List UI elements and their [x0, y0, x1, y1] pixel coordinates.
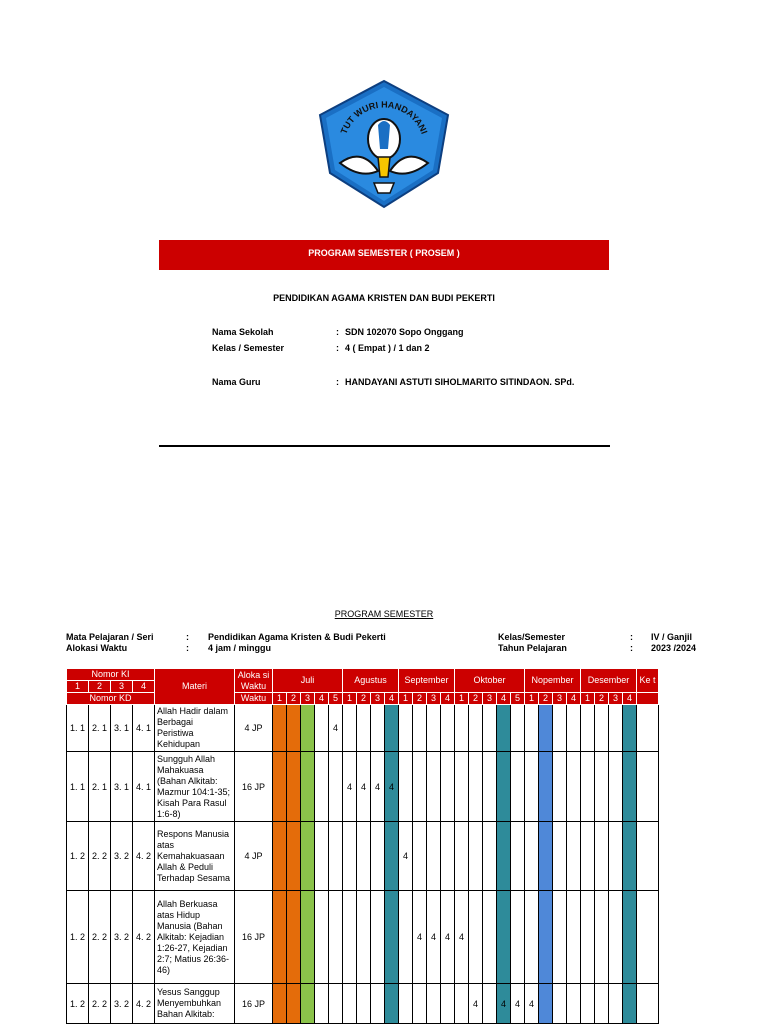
- week-cell: [525, 752, 539, 822]
- kd-number: 4. 1: [133, 752, 155, 822]
- week-cell: [497, 752, 511, 822]
- week-cell: [329, 984, 343, 1024]
- school-value: SDN 102070 Sopo Onggang: [345, 327, 464, 337]
- week-num: 4: [497, 693, 511, 705]
- week-cell: [273, 984, 287, 1024]
- alokasi-cell: 16 JP: [235, 891, 273, 984]
- kd-number: 4. 1: [133, 705, 155, 752]
- week-cell: [455, 822, 469, 891]
- header-month-juli: Juli: [273, 669, 343, 693]
- kd-number: 2. 2: [89, 984, 111, 1024]
- kd-number: 3. 1: [111, 752, 133, 822]
- week-cell: [567, 984, 581, 1024]
- week-num: 2: [595, 693, 609, 705]
- kd-number: 2. 1: [89, 705, 111, 752]
- header-month-agustus: Agustus: [343, 669, 399, 693]
- week-cell: [483, 705, 497, 752]
- week-cell: [413, 752, 427, 822]
- table-row: [67, 891, 659, 984]
- week-num: 3: [553, 693, 567, 705]
- week-cell: [539, 752, 553, 822]
- week-num: 1: [273, 693, 287, 705]
- week-cell: [287, 752, 301, 822]
- ket-cell: [637, 705, 659, 752]
- week-num: 2: [413, 693, 427, 705]
- school-label: Nama Sekolah: [212, 327, 274, 337]
- week-cell: [273, 822, 287, 891]
- week-cell: [525, 891, 539, 984]
- week-cell: [497, 705, 511, 752]
- week-cell: [357, 984, 371, 1024]
- week-cell: [483, 752, 497, 822]
- week-cell: [287, 891, 301, 984]
- week-cell: [595, 752, 609, 822]
- week-cell: [609, 752, 623, 822]
- kd-number: 1. 2: [67, 984, 89, 1024]
- week-cell: [469, 822, 483, 891]
- week-cell: [371, 822, 385, 891]
- class-value: 4 ( Empat ) / 1 dan 2: [345, 343, 430, 353]
- week-cell: [399, 752, 413, 822]
- week-cell: [371, 705, 385, 752]
- mapel-label: Mata Pelajaran / Seri: [66, 632, 154, 642]
- alokasi-sep: :: [186, 643, 189, 653]
- week-cell: [595, 891, 609, 984]
- week-cell: [371, 891, 385, 984]
- kd-number: 4. 2: [133, 891, 155, 984]
- week-cell: [357, 822, 371, 891]
- header-month-september: September: [399, 669, 455, 693]
- week-cell: [567, 891, 581, 984]
- materi-cell: Respons Manusia atas Kemahakuasaan Allah & Peduli Terhadap Sesama: [155, 822, 235, 891]
- mapel-value: Pendidikan Agama Kristen & Budi Pekerti: [208, 632, 386, 642]
- week-cell: [301, 705, 315, 752]
- week-cell: [469, 752, 483, 822]
- week-cell: [357, 705, 371, 752]
- alokasi-cell: 16 JP: [235, 984, 273, 1024]
- week-cell: [385, 891, 399, 984]
- tahun-sep: :: [630, 643, 633, 653]
- materi-cell: Allah Hadir dalam Berbagai Peristiwa Kehidupan: [155, 705, 235, 752]
- materi-cell: Sungguh Allah Mahakuasa (Bahan Alkitab: Mazmur 104:1-35; Kisah Para Rasul 1:6-8): [155, 752, 235, 822]
- week-cell: [567, 705, 581, 752]
- header-materi: Materi: [155, 669, 235, 705]
- week-cell: [343, 984, 357, 1024]
- week-cell: [287, 822, 301, 891]
- week-cell: 4: [511, 984, 525, 1024]
- kd-number: 2. 2: [89, 822, 111, 891]
- week-cell: [399, 984, 413, 1024]
- divider-line: [159, 445, 610, 447]
- week-cell: [553, 705, 567, 752]
- week-cell: [287, 984, 301, 1024]
- week-cell: [511, 822, 525, 891]
- week-cell: [315, 705, 329, 752]
- table-row: [67, 705, 659, 752]
- week-cell: [399, 705, 413, 752]
- week-cell: [441, 705, 455, 752]
- week-num: 3: [301, 693, 315, 705]
- week-cell: 4: [497, 984, 511, 1024]
- class-label: Kelas / Semester: [212, 343, 285, 353]
- alokasi-cell: 4 JP: [235, 705, 273, 752]
- header-month-nopember: Nopember: [525, 669, 581, 693]
- week-cell: 4: [399, 822, 413, 891]
- week-num: 4: [385, 693, 399, 705]
- week-num: 3: [483, 693, 497, 705]
- week-cell: [525, 822, 539, 891]
- week-cell: [623, 822, 637, 891]
- week-cell: [609, 984, 623, 1024]
- week-num: 4: [567, 693, 581, 705]
- kd-number: 3. 2: [111, 891, 133, 984]
- week-cell: [539, 984, 553, 1024]
- week-cell: [343, 705, 357, 752]
- week-cell: [595, 984, 609, 1024]
- week-num: 2: [539, 693, 553, 705]
- mapel-sep: :: [186, 632, 189, 642]
- week-cell: [581, 822, 595, 891]
- ket-cell: [637, 984, 659, 1024]
- kd-number: 4. 2: [133, 822, 155, 891]
- ket-cell: [637, 891, 659, 984]
- week-cell: [343, 891, 357, 984]
- kd-number: 3. 2: [111, 822, 133, 891]
- header-waktu: Waktu: [235, 693, 273, 705]
- week-cell: [427, 705, 441, 752]
- week-num: 2: [357, 693, 371, 705]
- svg-text:TUT WURI HANDAYANI: TUT WURI HANDAYANI: [338, 99, 430, 136]
- kd-number: 2. 1: [89, 752, 111, 822]
- week-cell: [581, 705, 595, 752]
- header-ket: Ke t: [637, 669, 659, 693]
- week-cell: [609, 891, 623, 984]
- week-num: 1: [525, 693, 539, 705]
- week-num: 2: [287, 693, 301, 705]
- week-cell: [413, 822, 427, 891]
- table-row: [67, 984, 659, 1024]
- program-title: PROGRAM SEMESTER: [334, 609, 434, 619]
- week-num: 1: [343, 693, 357, 705]
- tahun-value: 2023 /2024: [651, 643, 697, 653]
- week-cell: [385, 984, 399, 1024]
- week-cell: [371, 984, 385, 1024]
- week-cell: [623, 705, 637, 752]
- week-cell: [623, 891, 637, 984]
- week-num: 3: [371, 693, 385, 705]
- week-cell: [329, 891, 343, 984]
- week-cell: [455, 705, 469, 752]
- week-num: 4: [623, 693, 637, 705]
- week-cell: [301, 984, 315, 1024]
- week-cell: [343, 822, 357, 891]
- week-cell: [595, 822, 609, 891]
- week-cell: [483, 891, 497, 984]
- week-cell: [553, 752, 567, 822]
- week-cell: [581, 752, 595, 822]
- header-month-desember: Desember: [581, 669, 637, 693]
- week-cell: [539, 891, 553, 984]
- kd-number: 2. 2: [89, 891, 111, 984]
- week-cell: 4: [427, 891, 441, 984]
- week-cell: [539, 822, 553, 891]
- week-cell: [273, 891, 287, 984]
- alokasi-label: Alokasi Waktu: [66, 643, 128, 653]
- week-cell: [609, 822, 623, 891]
- week-cell: [609, 705, 623, 752]
- week-cell: 4: [357, 752, 371, 822]
- subject-title: PENDIDIKAN AGAMA KRISTEN DAN BUDI PEKERTI: [273, 293, 495, 303]
- week-cell: [315, 984, 329, 1024]
- week-num: 2: [469, 693, 483, 705]
- week-cell: [287, 705, 301, 752]
- week-cell: [301, 822, 315, 891]
- week-cell: [511, 891, 525, 984]
- week-cell: [595, 705, 609, 752]
- week-cell: [581, 891, 595, 984]
- week-num: 5: [329, 693, 343, 705]
- ket-cell: [637, 752, 659, 822]
- header-nomor-kd: Nomor KD: [67, 693, 155, 705]
- header-month-oktober: Oktober: [455, 669, 525, 693]
- week-num: 3: [427, 693, 441, 705]
- week-cell: [581, 984, 595, 1024]
- week-num: 1: [455, 693, 469, 705]
- tahun-label: Tahun Pelajaran: [498, 643, 567, 653]
- alokasi-cell: 4 JP: [235, 822, 273, 891]
- kd-number: 1. 1: [67, 705, 89, 752]
- week-cell: 4: [329, 705, 343, 752]
- week-cell: [329, 752, 343, 822]
- week-cell: 4: [525, 984, 539, 1024]
- header-alokasi: Aloka si Waktu: [235, 669, 273, 693]
- week-cell: [441, 822, 455, 891]
- header-ki-num: 3: [111, 681, 133, 693]
- week-cell: [273, 752, 287, 822]
- week-num: 1: [581, 693, 595, 705]
- week-cell: 4: [413, 891, 427, 984]
- week-cell: [329, 822, 343, 891]
- week-num: 3: [609, 693, 623, 705]
- week-cell: [497, 891, 511, 984]
- kd-number: 1. 1: [67, 752, 89, 822]
- week-cell: 4: [469, 984, 483, 1024]
- week-cell: [427, 984, 441, 1024]
- week-cell: [553, 891, 567, 984]
- week-cell: [413, 984, 427, 1024]
- week-cell: [455, 984, 469, 1024]
- program-table: [66, 668, 659, 1024]
- kelas-value: IV / Ganjil: [651, 632, 693, 642]
- week-cell: [469, 705, 483, 752]
- alokasi-value: 4 jam / minggu: [208, 643, 272, 653]
- kelas-sep: :: [630, 632, 633, 642]
- kd-number: 3. 2: [111, 984, 133, 1024]
- teacher-label: Nama Guru: [212, 377, 261, 387]
- week-cell: [441, 752, 455, 822]
- week-cell: [413, 705, 427, 752]
- week-cell: [301, 752, 315, 822]
- alokasi-cell: 16 JP: [235, 752, 273, 822]
- week-cell: [441, 984, 455, 1024]
- tut-wuri-handayani-logo: [316, 77, 452, 210]
- week-cell: [483, 984, 497, 1024]
- week-cell: 4: [371, 752, 385, 822]
- week-cell: [385, 705, 399, 752]
- week-num: 1: [399, 693, 413, 705]
- week-num: 4: [315, 693, 329, 705]
- week-cell: [469, 891, 483, 984]
- class-sep: :: [336, 343, 339, 353]
- week-cell: [427, 822, 441, 891]
- kd-number: 1. 2: [67, 891, 89, 984]
- week-num: 4: [441, 693, 455, 705]
- materi-cell: Yesus Sanggup Menyembuhkan Bahan Alkitab:: [155, 984, 235, 1024]
- kd-number: 1. 2: [67, 822, 89, 891]
- week-cell: [273, 705, 287, 752]
- ket-cell: [637, 822, 659, 891]
- week-cell: 4: [441, 891, 455, 984]
- week-cell: 4: [455, 891, 469, 984]
- week-cell: [511, 705, 525, 752]
- week-num: 5: [511, 693, 525, 705]
- week-cell: [455, 752, 469, 822]
- week-cell: [315, 822, 329, 891]
- week-cell: [301, 891, 315, 984]
- week-cell: [623, 984, 637, 1024]
- week-cell: [385, 822, 399, 891]
- kelas-label: Kelas/Semester: [498, 632, 566, 642]
- week-cell: [553, 822, 567, 891]
- week-cell: [623, 752, 637, 822]
- table-row: [67, 822, 659, 891]
- week-cell: [483, 822, 497, 891]
- materi-cell: Allah Berkuasa atas Hidup Manusia (Bahan Alkitab: Kejadian 1:26-27, Kejadian 2:7; Matius 26:36-46): [155, 891, 235, 984]
- teacher-value: HANDAYANI ASTUTI SIHOLMARITO SITINDAON. SPd.: [345, 377, 575, 387]
- week-cell: 4: [385, 752, 399, 822]
- week-cell: [399, 891, 413, 984]
- teacher-sep: :: [336, 377, 339, 387]
- week-cell: [357, 891, 371, 984]
- week-cell: [511, 752, 525, 822]
- kd-number: 4. 2: [133, 984, 155, 1024]
- week-cell: 4: [343, 752, 357, 822]
- header-ki-num: 1: [67, 681, 89, 693]
- kd-number: 3. 1: [111, 705, 133, 752]
- week-cell: [553, 984, 567, 1024]
- header-ki-num: 2: [89, 681, 111, 693]
- week-cell: [525, 705, 539, 752]
- week-cell: [497, 822, 511, 891]
- header-ki-num: 4: [133, 681, 155, 693]
- header-nomor-ki: Nomor KI: [67, 669, 155, 681]
- table-row: [67, 752, 659, 822]
- school-sep: :: [336, 327, 339, 337]
- banner-title: PROGRAM SEMESTER ( PROSEM ): [159, 240, 609, 270]
- week-cell: [567, 752, 581, 822]
- header-ket-blank: [637, 693, 659, 705]
- week-cell: [315, 752, 329, 822]
- week-cell: [539, 705, 553, 752]
- week-cell: [567, 822, 581, 891]
- week-cell: [427, 752, 441, 822]
- week-cell: [315, 891, 329, 984]
